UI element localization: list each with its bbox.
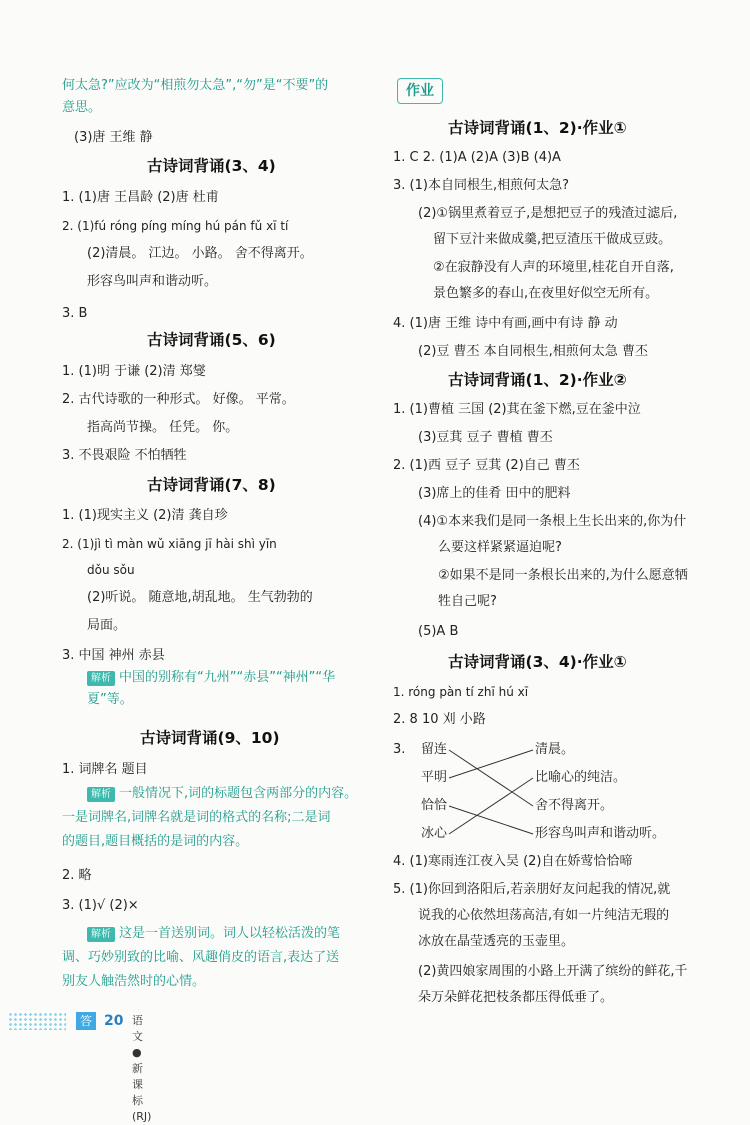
answer-line: 1. (1)曹植 三国 (2)萁在釜下燃,豆在釜中泣 <box>393 402 641 417</box>
answer-line: (2)清晨。 江边。 小路。 舍不得离开。 <box>87 246 313 261</box>
match-right-item: 舍不得离开。 <box>535 798 614 813</box>
answer-line: 5. (1)你回到洛阳后,若亲朋好友问起我的情况,就 <box>393 882 671 897</box>
analysis-line: 调、巧妙别致的比喻、风趣俏皮的语言,表达了送 <box>62 950 340 965</box>
match-left-item: 平明 <box>421 770 448 785</box>
intro-line-2: 意思。 <box>62 100 102 115</box>
answer-line: 3. B <box>62 306 88 321</box>
answer-line: 景色繁多的春山,在夜里好似空无所有。 <box>433 286 659 301</box>
analysis-tag: 解析 <box>87 787 115 802</box>
answer-line: 1. C 2. (1)A (2)A (3)B (4)A <box>393 150 561 165</box>
answer-line: 说我的心依然坦荡高洁,有如一片纯洁无瑕的 <box>418 908 670 923</box>
analysis-text: 一般情况下,词的标题包含两部分的内容。 <box>119 786 358 801</box>
answer-line: 3. <box>393 742 406 757</box>
analysis-text: 中国的别称有“九州”“赤县”“神州”“华 <box>119 670 336 685</box>
answer-line: 2. (1)西 豆子 豆萁 (2)自己 曹丕 <box>393 458 580 473</box>
heading-3-4: 古诗词背诵(3、4) <box>147 157 276 175</box>
answer-line: 3. (1)本自同根生,相煎何太急? <box>393 178 569 193</box>
answer-line: 2. 古代诗歌的一种形式。 好像。 平常。 <box>62 392 295 407</box>
answer-line: 1. (1)现实主义 (2)清 龚自珍 <box>62 508 228 523</box>
analysis-line: 夏”等。 <box>87 692 133 707</box>
heading-hw-2: 古诗词背诵(1、2)·作业② <box>448 371 627 389</box>
heading-hw-3: 古诗词背诵(3、4)·作业① <box>448 653 627 671</box>
analysis-line <box>87 924 340 944</box>
answer-line: (3)豆萁 豆子 曹植 曹丕 <box>418 430 553 445</box>
analysis-line <box>87 784 357 804</box>
answer-line: 4. (1)唐 王维 诗中有画,画中有诗 静 动 <box>393 316 618 331</box>
match-left-item: 冰心 <box>421 826 448 841</box>
heading-7-8: 古诗词背诵(7、8) <box>147 476 276 494</box>
answer-line: ②在寂静没有人声的环境里,桂花自开自落, <box>433 260 674 275</box>
match-right-item: 清晨。 <box>535 742 575 757</box>
match-right-item: 比喻心的纯洁。 <box>535 770 627 785</box>
answer-line: (2)豆 曹丕 本自同根生,相煎何太急 曹丕 <box>418 344 648 359</box>
answer-line: 4. (1)寒雨连江夜入吴 (2)自在娇莺恰恰啼 <box>393 854 633 869</box>
answer-line: 指高尚节操。 任凭。 你。 <box>87 420 239 435</box>
match-right-item: 形容鸟叫声和谐动听。 <box>535 826 666 841</box>
analysis-text: 这是一首送别词。词人以轻松活泼的笔 <box>119 926 341 941</box>
answer-line: (2)①锅里煮着豆子,是想把豆子的残渣过滤后, <box>418 206 678 221</box>
answer-line: 朵万朵鲜花把枝条都压得低垂了。 <box>418 990 614 1005</box>
answer-tag: 答 <box>76 1012 96 1030</box>
match-left-item: 留连 <box>421 742 448 757</box>
heading-9-10: 古诗词背诵(9、10) <box>140 729 280 747</box>
matching-lines <box>393 68 693 868</box>
page-number: 20 <box>104 1013 124 1029</box>
analysis-tag: 解析 <box>87 671 115 686</box>
answer-line: 2. 略 <box>62 868 92 883</box>
answer-line: (5)A B <box>418 624 459 639</box>
answer-line: 留下豆汁来做成羹,把豆渣压干做成豆豉。 <box>433 232 672 247</box>
intro-line-3: (3)唐 王维 静 <box>74 130 153 145</box>
intro-line-1: 何太急?”应改为“相煎勿太急”,“勿”是“不要”的 <box>62 78 329 93</box>
answer-line: 1. (1)明 于谦 (2)清 郑燮 <box>62 364 206 379</box>
answer-line: 局面。 <box>87 618 127 633</box>
answer-line: 冰放在晶莹透亮的玉壶里。 <box>418 934 575 949</box>
answer-line: 形容鸟叫声和谐动听。 <box>87 274 218 289</box>
analysis-line: 一是词牌名,词牌名就是词的格式的名称;二是词 <box>62 810 331 825</box>
homework-badge: 作业 <box>397 78 443 104</box>
answer-line: 3. 中国 神州 赤县 <box>62 648 165 663</box>
footer-dot-pattern <box>8 1012 66 1030</box>
analysis-line: 的题目,题目概括的是词的内容。 <box>62 834 249 849</box>
answer-line: 么要这样紧紧逼迫呢? <box>438 540 562 555</box>
analysis-line: 别友人触浩然时的心情。 <box>62 974 206 989</box>
answer-line: (2)黄四娘家周围的小路上开满了缤纷的鲜花,千 <box>418 964 688 979</box>
answer-line: 2. (1)jì tì màn wǔ xiāng jī hài shì yīn <box>62 537 277 551</box>
answer-line: (3)席上的佳肴 田中的肥料 <box>418 486 571 501</box>
heading-5-6: 古诗词背诵(5、6) <box>147 331 276 349</box>
answer-line: 1. 词牌名 题目 <box>62 762 148 777</box>
analysis-line <box>87 668 335 688</box>
answer-line: 3. 不畏艰险 不怕牺牲 <box>62 448 187 463</box>
answer-line: 2. 8 10 刈 小路 <box>393 712 486 727</box>
answer-line: ②如果不是同一条根长出来的,为什么愿意牺 <box>438 568 688 583</box>
answer-line: (2)听说。 随意地,胡乱地。 生气勃勃的 <box>87 590 313 605</box>
heading-hw-1: 古诗词背诵(1、2)·作业① <box>448 119 627 137</box>
answer-line: 牲自己呢? <box>438 594 497 609</box>
answer-line: 1. róng pàn tí zhī hú xī <box>393 685 529 699</box>
answer-line: 3. (1)√ (2)× <box>62 898 139 913</box>
match-left-item: 恰恰 <box>421 798 448 813</box>
analysis-tag: 解析 <box>87 927 115 942</box>
answer-line: 1. (1)唐 王昌龄 (2)唐 杜甫 <box>62 190 219 205</box>
answer-line: 2. (1)fú róng píng míng hú pán fǔ xī tí <box>62 219 289 233</box>
answer-line: dǒu sǒu <box>87 563 135 577</box>
answer-line: (4)①本来我们是同一条根上生长出来的,你为什 <box>418 514 687 529</box>
subject-label: 语文 ● 新课标(RJ) <box>132 1014 152 1123</box>
